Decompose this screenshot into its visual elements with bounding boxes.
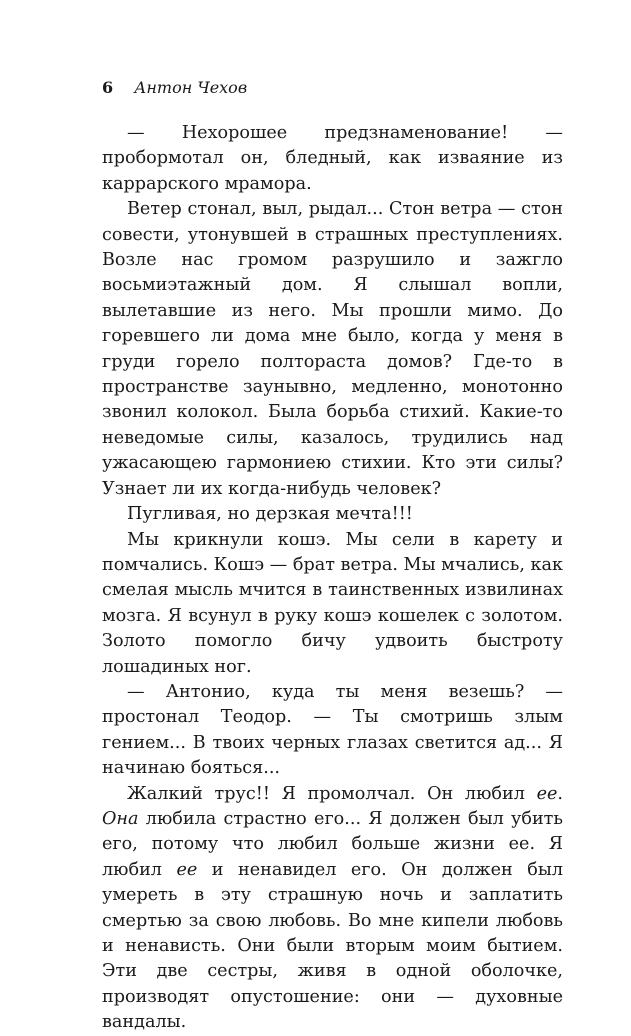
text-run: Жалкий трус!! Я промолчал. Он любил bbox=[127, 783, 537, 804]
text-run: и ненавидел его. Он должен был умереть в эту страшную ночь и заплатить смертью за свою любовь. Во мне кипели любовь и ненависть. Они были вторым моим бытием. Эти две сестры, живя в одной оболочке, производят опустошение: они — духовные вандалы. bbox=[102, 859, 563, 1033]
running-head bbox=[102, 78, 247, 98]
paragraph: — Нехорошее предзнаменование! — пробормотал он, бледный, как изваяние из каррарского мрамора. bbox=[102, 123, 563, 194]
paragraph: Пугливая, но дерзкая мечта!!! bbox=[127, 504, 413, 525]
page-number: 6 bbox=[102, 78, 114, 97]
paragraph bbox=[102, 782, 563, 1036]
text-run: любила страстно его... Я должен был убить его, потому что любил больше жизни ее. Я любил bbox=[102, 808, 563, 880]
paragraph: Мы крикнули кошэ. Мы сели в карету и помчались. Кошэ — брат ветра. Мы мчались, как смелая мысль мчится в таинственных извилинах мозга. Я всунул в руку кошэ кошелек с золотом. Золото помогло бичу удвоить быстроту лошадиных ног. bbox=[102, 529, 563, 677]
body-text bbox=[102, 121, 563, 1036]
italic-run: Она bbox=[102, 808, 139, 829]
running-head-author: Антон Чехов bbox=[134, 78, 248, 97]
italic-run: ее bbox=[536, 783, 558, 804]
paragraph: — Антонио, куда ты меня везешь? — простонал Теодор. — Ты смотришь злым гением... В твоих черных глазах светится ад... Я начинаю бояться... bbox=[102, 681, 563, 779]
italic-run: ее bbox=[176, 859, 198, 880]
text-run: . bbox=[557, 783, 563, 804]
paragraph: Ветер стонал, выл, рыдал... Стон ветра — стон совести, утонувшей в страшных преступлениях. Возле нас громом разрушило и зажгло восьмиэтажный дом. Я слышал вопли, вылетавшие из него. Мы прошли мимо. До горевшего ли дома мне было, когда у меня в груди горело полтораста домов? Где-то в пространстве заунывно, медленно, монотонно звонил колокол. Была борьба стихий. Какие-то неведомые силы, казалось, трудились над ужасающею гармониею стихии. Кто эти силы? Узнает ли их когда-нибудь человек? bbox=[102, 199, 563, 499]
